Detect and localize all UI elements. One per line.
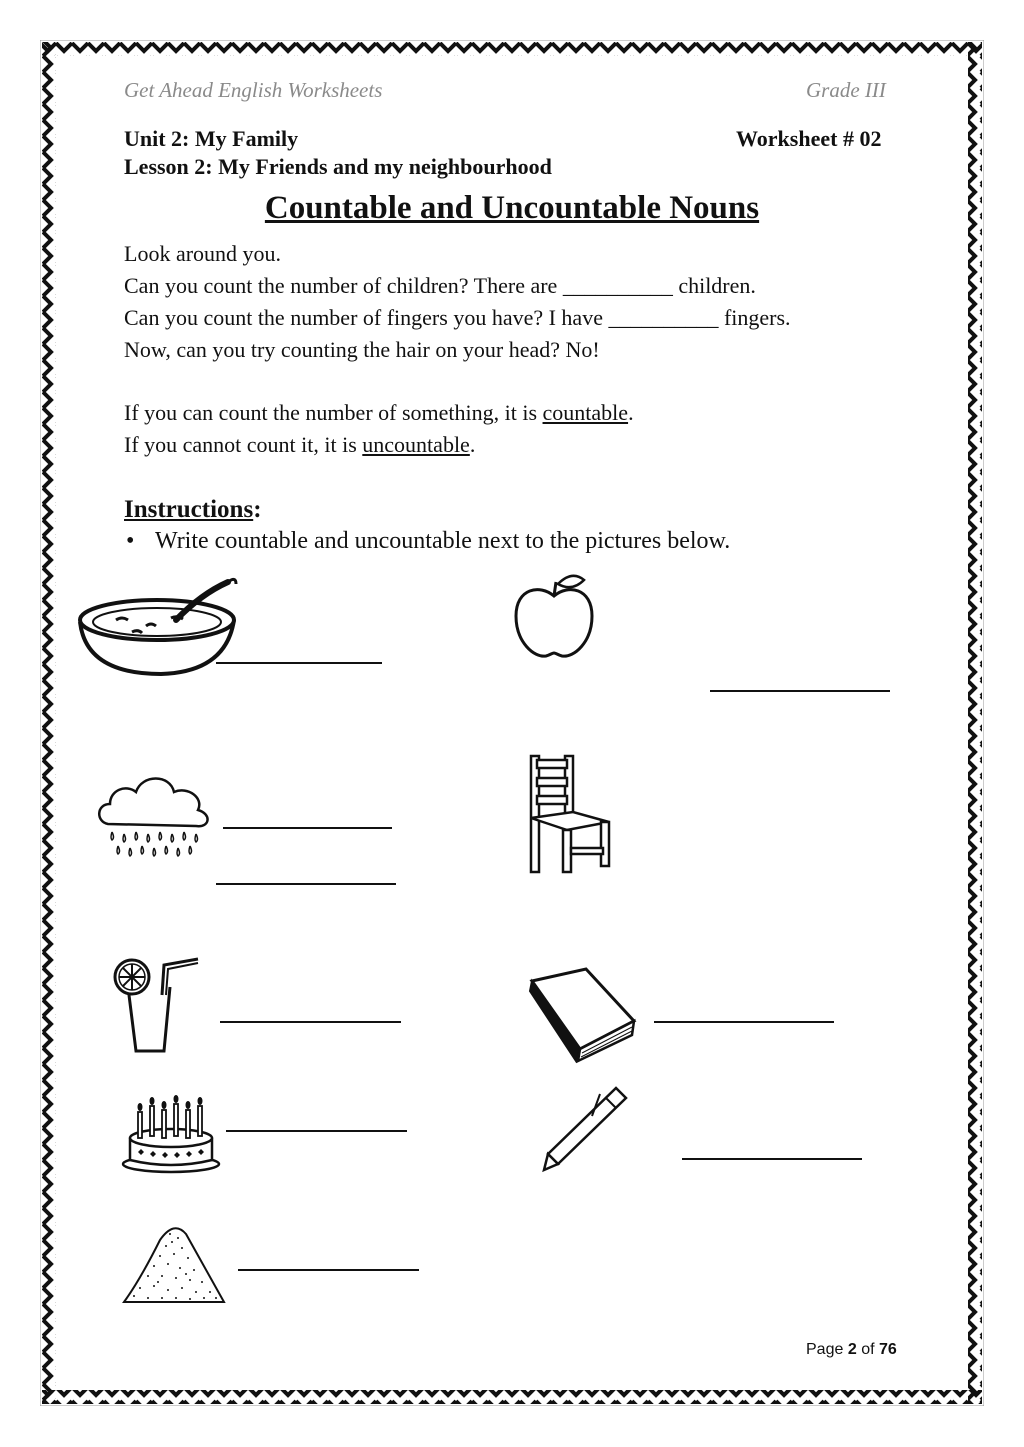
answer-line-porridge[interactable] <box>216 662 382 664</box>
intro-line-3: Can you count the number of fingers you have? I have __________ fingers. <box>124 305 791 330</box>
page-title: Countable and Uncountable Nouns <box>264 190 760 226</box>
instruction-bullet: • <box>126 528 135 554</box>
answer-line-rain-1[interactable] <box>223 827 392 829</box>
page-total: 76 <box>878 1341 897 1358</box>
page-word: Page <box>806 1341 844 1358</box>
worksheet-number: Worksheet # 02 <box>736 126 882 151</box>
sand-pile-icon <box>120 1220 228 1306</box>
intro-line-4: Now, can you try counting the hair on your head? No! <box>124 337 600 362</box>
apple-icon <box>510 572 598 660</box>
pen-icon <box>540 1084 630 1174</box>
lemonade-glass-icon <box>108 955 204 1057</box>
header-right: Grade III <box>806 78 886 102</box>
answer-line-book[interactable] <box>654 1021 834 1023</box>
countable-def-text: If you can count the number of something, it is <box>124 400 543 425</box>
instruction-text: Write countable and uncountable next to the pictures below. <box>155 528 731 554</box>
uncountable-definition <box>124 432 475 458</box>
header-left: Get Ahead English Worksheets <box>124 78 383 102</box>
answer-line-rain-2[interactable] <box>216 883 396 885</box>
intro-line-2: Can you count the number of children? There are __________ children. <box>124 273 756 298</box>
lesson-label: Lesson 2: My Friends and my neighbourhood <box>124 154 552 179</box>
countable-word: countable <box>542 400 629 425</box>
book-icon <box>528 965 640 1065</box>
answer-line-apple[interactable] <box>710 690 890 692</box>
uncountable-def-end: . <box>469 432 476 457</box>
page-number: 2 <box>847 1341 857 1358</box>
unit-label: Unit 2: My Family <box>124 126 299 151</box>
chair-icon <box>525 752 615 874</box>
uncountable-def-text: If you cannot count it, it is <box>124 432 363 457</box>
page-footer <box>806 1341 897 1359</box>
intro-line-1: Look around you. <box>124 241 282 266</box>
instructions-colon: : <box>253 496 262 523</box>
of-word: of <box>861 1341 875 1358</box>
instructions-heading <box>124 496 262 524</box>
answer-line-pen[interactable] <box>682 1158 862 1160</box>
answer-line-lemonade[interactable] <box>220 1021 401 1023</box>
countable-definition <box>124 400 634 426</box>
countable-def-end: . <box>628 400 634 425</box>
answer-line-cake[interactable] <box>226 1130 407 1132</box>
rain-cloud-icon <box>96 770 214 866</box>
answer-line-sand[interactable] <box>238 1269 419 1271</box>
uncountable-word: uncountable <box>362 432 470 457</box>
birthday-cake-icon <box>120 1094 222 1174</box>
instructions-label: Instructions <box>124 496 254 523</box>
